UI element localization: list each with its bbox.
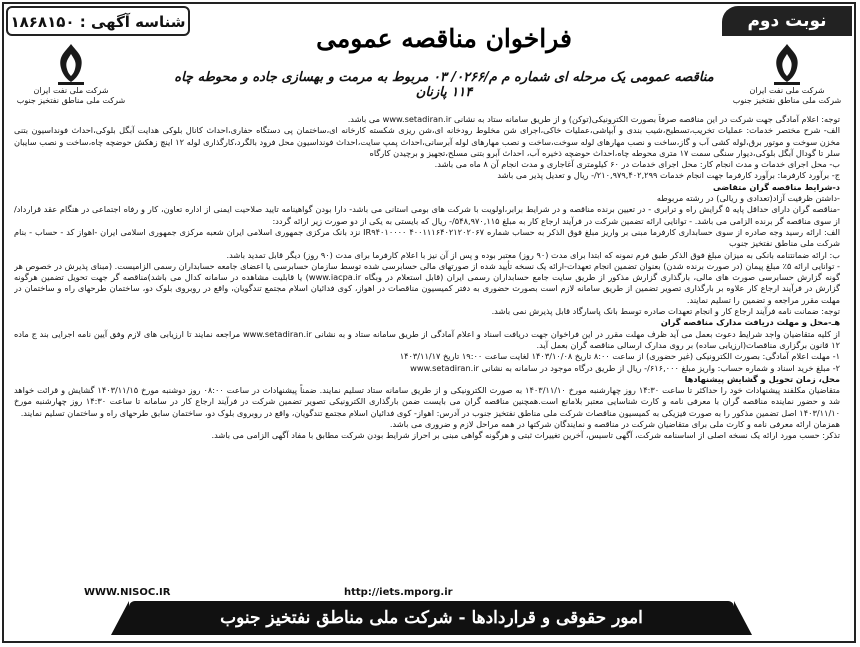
body-heading: د-شرایط مناقصه گران متقاضی xyxy=(712,181,840,192)
body-paragraph: همزمان ارائه معرفی نامه و کارت ملی برای متقاضیان شرکت در مناقصه و نمایندگان شرکتها در همه مراحل لازم و ضروری می باشد. xyxy=(389,419,840,430)
body-paragraph: ج- برآورد کارفرما: برآورد کارفرما جهت انجام خدمات ۲۱۰,۹۷۹,۴۰۲,۲۹۹/- ریال و تعدیل پذیر می باشد xyxy=(497,170,840,181)
body-paragraph: -داشتن ظرفیت آزاد(تعدادی و ریالی) در رشته مربوطه xyxy=(656,193,840,204)
flame-emblem-icon xyxy=(50,42,92,86)
body-paragraph: ۱- مهلت اعلام آمادگی: بصورت الکترونیکی (غیر حضوری) از ساعت ۸:۰۰ تاریخ ۱۴۰۳/۱۰/۰۸ لغایت ساعت ۱۹:۰۰ تاریخ ۱۴۰۳/۱۱/۱۷ xyxy=(399,351,840,362)
body-paragraph: ب: ارائه ضمانتنامه بانکی به میزان مبلغ فوق الذکر طبق فرم نمونه که ابتدا برای مدت (۹۰ روز) معتبر بوده و پس از آن نیز با اعلام کارفرما برای مدت (۹۰ روز) دیگر قابل تمدید باشد. xyxy=(226,249,840,260)
body-paragraph: متقاضیان مکلفند پیشنهادات خود را حداکثر تا ساعت ۱۴:۳۰ روز چهارشنبه مورخ ۱۴۰۳/۱۱/۱۰ به صورت الکترونیکی و از طریق سامانه ستاد تسلیم نمایند. ضمناً پیشنهادات در ساعت ۰۸:۰۰ روز دوشنبه مورخ ۱۴۰۳/۱۱/۱۵ گشایش و قرائت خواهد شد و حضور نماینده مناقصه گران با معرفی نامه و کارت شناسایی معتبر بلامانع است.همچنین مناقصه گران می بایست ضمن بارگذاری الکترونیکی تصویر تضمین شرکت در فرآیند ارجاع کار در سامانه تا ساعت ۱۴:۳۰ روز چهارشنبه مورخ ۱۴۰۳/۱۱/۱۰ اصل تضمین مذکور را به صورت فیزیکی به کمیسیون مناقصات شرکت ملی مناطق نفتخیز جنوب در آدرس: اهواز- کوی فدائیان اسلام مجتمع تندگویان، واقع در روبروی بلوک دو، ساختمان سابق طرحهای راه و ساختمان تسلیم نمایند. xyxy=(14,385,840,418)
logo-left-line-1: شرکت ملی نفت ایران xyxy=(33,86,109,95)
nioc-logo-left xyxy=(16,42,126,106)
turn-badge: نوبت دوم xyxy=(722,6,852,36)
footer-banner: امور حقوقی و قراردادها - شرکت ملی مناطق نفتخیز جنوب xyxy=(129,601,734,635)
nioc-logo-right xyxy=(732,42,842,106)
nisoc-website-link[interactable]: WWW.NISOC.IR xyxy=(84,587,171,598)
body-paragraph: ۲- مبلغ خرید اسناد و شماره حساب: واریز مبلغ ۶۱۶,۰۰۰/- ریال از طریق درگاه موجود در سامانه به نشانی www.setadiran.ir xyxy=(410,362,840,373)
logo-left-line-2: شرکت ملی مناطق نفتخیز جنوب xyxy=(16,96,126,105)
ad-body xyxy=(14,114,840,584)
body-paragraph: - توانایی ارائه ۵٪ مبلغ پیمان (در صورت برنده شدن) بعنوان تضمین انجام تعهدات-ارائه یک نسخه تأیید شده از صورتهای مالی حسابرسی شده توسط سازمان حسابرسی یا اعضای جامعه حسابداران رسمی الزامیست. (مبنای پذیرش در خصوص هر گونه گزارش حسابرسی صورت های مالی، بارگذاری گزارش مذکور از طریق سایت جامع حسابداران رسمی ایران (قابل استعلام در وبگاه www.iacpa.ir) یا قابلیت مشاهده در سامانه کدال می باشد)مناقصه گر جهت تحویل تضمین هرگونه گزارش در فرآیند ارجاع کار علاوه بر بارگذاری تصویر تضمین از طریق سامانه لازم است بصورت حضوری به دفتر کمیسیون مناقصات در اهواز، کوی فدائیان اسلام مجتمع تندگویان، واقع در روبروی بلوک دو، ساختمان طرحهای راه و ساختمان در مهلت مقرر مراجعه و تضمین را تسلیم نمایند. xyxy=(14,260,840,305)
body-paragraph: الف- شرح مختصر خدمات: عملیات تخریب،تسطیح،شیب بندی و آبپاشی،عملیات خاکی،اجرای شن مخلوط رودخانه ای،شن ریزی شکسته کارخانه ای،ساختمان پی دستگاه حفاری،احداث کانال بلوکی هدایت آبگل بلوکی،احداث فونداسیون بتنی مخزن سوخت و موتور برق،لوله کشی آب و گاز،ساخت و نصب مهارهای لوله سوخت،ساخت و نصب مهارهای لوله آبرسانی،احداث پمپ سایت،احداث فونداسیون محل فرود بالگرد،کارگذاری لوله ۱۲ اینچ زهکش حوضچه چاه،ساخت و نصب سایبان سلر تا گودال آبگل بلوکی،دیوار سنگی سمت ۱۷ متری محوطه چاه،احداث حوضچه ذخیره آب، احداث آبرو بتنی مسلح،تجهیز و برچیدن کارگاه xyxy=(14,125,840,158)
body-paragraph: الف: ارائه رسید وجه صادره از سوی حسابداری کارفرما مبنی بر واریز مبلغ فوق الذکر به حساب شماره ۴۰۰۱۱۱۶۴۰۲۱۲۰۲۰۶۷ IR۹۴۰۱۰۰۰۰ نزد بانک مرکزی جمهوری اسلامی ایران شعبه مرکزی جمهوری اسلامی ایران -اهواز کد - حساب - بنام شرکت ملی مناطق نفتخیز جنوب xyxy=(14,226,840,249)
page-title: فراخوان مناقصه عمومی xyxy=(316,24,572,53)
logo-right-line-2: شرکت ملی مناطق نفتخیز جنوب xyxy=(732,96,842,105)
body-paragraph: -مناقصه گران دارای حداقل پایه ۵ گرایش راه و ترابری - در تعیین برنده مناقصه و در شرایط برابر،اولویت با شرکت های بومی استانی می باشد- دارا بودن گواهینامه تایید صلاحیت ایمنی از اداره تعاون، کار و رفاه اجتماعی در هنگام عقد قرارداد/ از سوی مناقصه گر برنده الزامی می باشد. - توانایی ارائه تضمین شرکت در فرآیند ارجاع کار به مبلغ ۵۴۸,۹۷۰,۱۱۵/- ریال که بایستی به یکی از دو صورت زیر ارائه گردد: xyxy=(14,204,840,226)
logo-right-line-1: شرکت ملی نفت ایران xyxy=(749,86,825,95)
ad-sheet xyxy=(2,2,856,643)
flame-emblem-icon xyxy=(766,42,808,86)
body-paragraph: تذکر: حسب مورد ارائه یک نسخه اصلی از اساسنامه شرکت، آگهی تاسیس، آخرین تغییرات ثبتی و هرگونه گواهی مبنی بر احراز شرایط بودن شرکت مطابق با مفاد آگهی الزامی می باشد. xyxy=(211,430,840,441)
body-paragraph: ب- محل اجرای خدمات و مدت انجام کار: محل اجرای خدمات در ۶۰ کیلومتری آغاجاری و مدت انجام آن ۸ ماه می باشد. xyxy=(434,159,840,170)
body-paragraph: توجه: اعلام آمادگی جهت شرکت در این مناقصه صرفاً بصورت الکترونیکی(توکن) و از طریق سامانه ستاد به نشانی www.setadiran.ir می باشد. xyxy=(347,114,840,124)
ad-id-box: شناسه آگهی : ۱۸۶۸۱۵۰ xyxy=(6,6,190,36)
iets-website-link[interactable]: http://iets.mporg.ir xyxy=(344,587,453,598)
page-subtitle: مناقصه عمومی یک مرحله ای شماره م م/۰۲۶۶/ ۰۳ مربوط به مرمت و بهسازی جاده و محوطه چاه ۱۱۴ پازنان xyxy=(174,70,714,100)
body-paragraph: از کلیه متقاضیان واجد شرایط دعوت بعمل می آید ظرف مهلت مقرر در این فراخوان جهت دریافت اسناد و اعلام آمادگی از طریق سامانه ستاد و به نشانی www.setadiran.ir مراجعه نمایند تا ارزیابی های لازم وفق آیین نامه اجرایی بند ج ماده ۱۲ قانون برگزاری مناقصات(ارزیابی ساده) بر روی مدارک ارسالی مناقصه گران بعمل آید. xyxy=(14,328,840,350)
body-heading: هـ-محل و مهلت دریافت مدارک مناقصه گران xyxy=(660,317,840,328)
body-heading: محل، زمان تحویل و گشایش پیشنهادها xyxy=(684,373,840,384)
body-paragraph: توجه: ضمانت نامه فرآیند ارجاع کار و انجام تعهدات صادره توسط بانک پاسارگاد قابل پذیرش نمی باشد. xyxy=(491,306,840,317)
